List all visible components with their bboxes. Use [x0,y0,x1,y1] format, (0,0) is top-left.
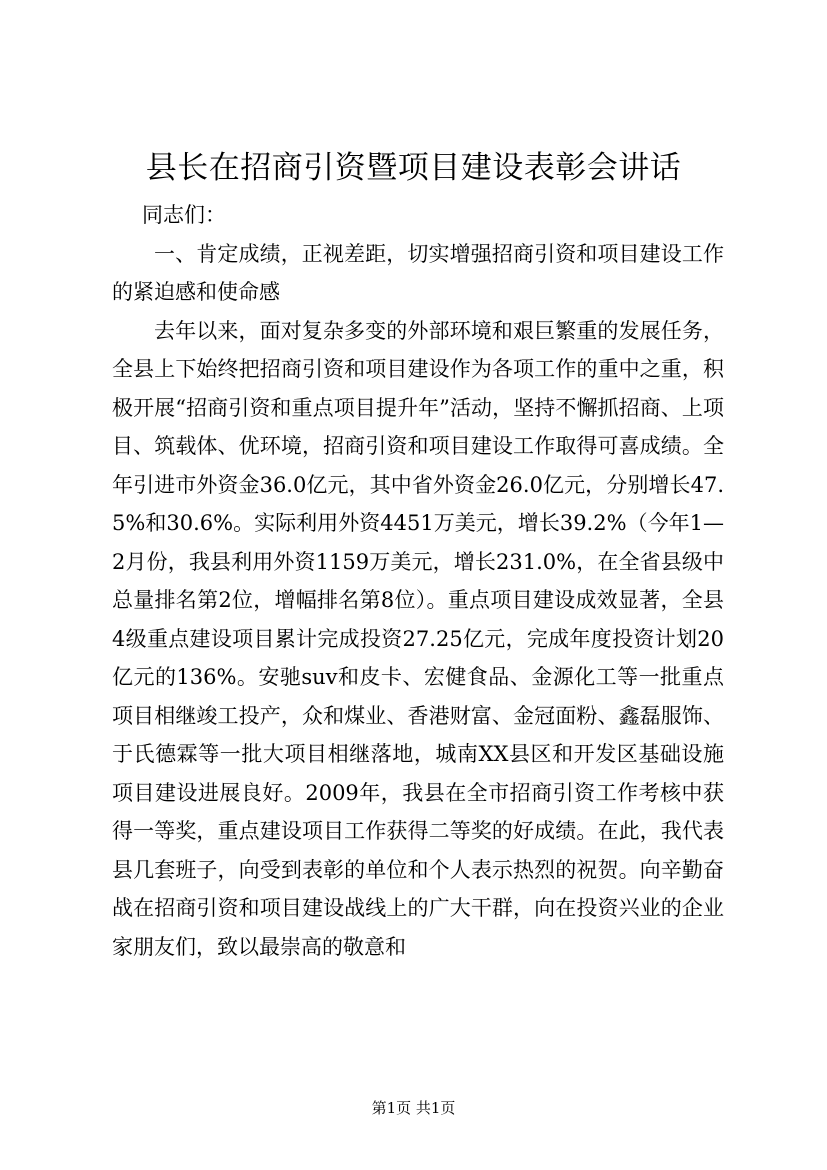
body-paragraph: 去年以来，面对复杂多变的外部环境和艰巨繁重的发展任务，全县上下始终把招商引资和项目建设作为各项工作的重中之重，积极开展“招商引资和重点项目提升年”活动，坚持不懈抓招商、上项目、筑载体、优环境，招商引资和项目建设工作取得可喜成绩。全年引进市外资金36.0亿元，其中省外资金26.0亿元，分别增长47.5%和30.6%。实际利用外资4451万美元，增长39.2%（今年1—2月份，我县利用外资1159万美元，增长231.0%，在全省县级中总量排名第2位，增幅排名第8位）。重点项目建设成效显著，全县4级重点建设项目累计完成投资27.25亿元，完成年度投资计划20亿元的136%。安驰suv和皮卡、宏健食品、金源化工等一批重点项目相继竣工投产，众和煤业、香港财富、金冠面粉、鑫磊服饰、于氏德霖等一批大项目相继落地，城南XX县区和开发区基础设施项目建设进展良好。2009年，我县在全市招商引资工作考核中获得一等奖，重点建设项目工作获得二等奖的好成绩。在此，我代表县几套班子，向受到表彰的单位和个人表示热烈的祝贺。向辛勤奋战在招商引资和项目建设战线上的广大干群，向在投资兴业的企业家朋友们，致以最崇高的敬意和 [112,318,724,959]
salutation-paragraph: 同志们： [142,203,226,227]
page-footer: 第1页 共1页 [371,1099,456,1117]
section-heading-paragraph: 一、肯定成绩，正视差距，切实增强招商引资和项目建设工作的紧迫感和使命感 [112,241,724,304]
document-body [112,196,724,966]
document-title: 县长在招商引资暨项目建设表彰会讲话 [145,150,682,186]
